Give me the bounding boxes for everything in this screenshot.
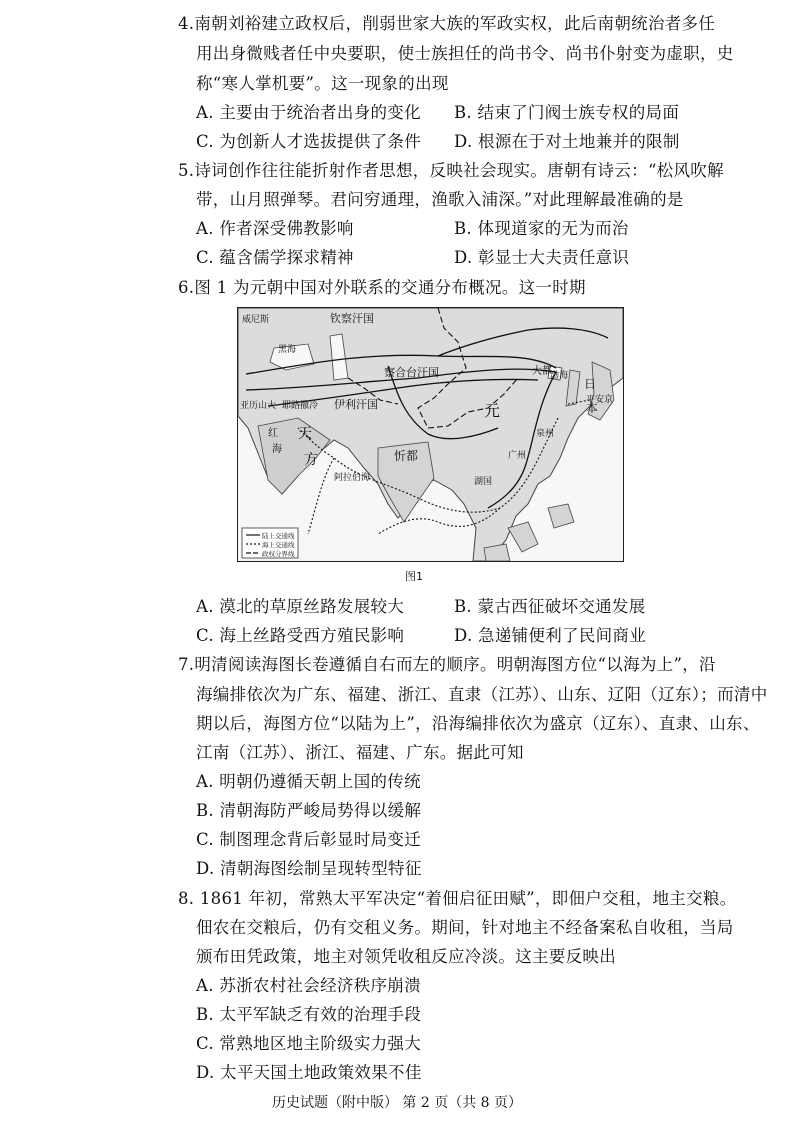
map-label-ri: 日	[584, 377, 597, 391]
q4-stem-line-3: 称“寒人掌机要”。这一现象的出现	[196, 74, 449, 93]
q7-stem-line-2: 海编排依次为广东、福建、浙江、直隶（江苏）、山东、辽阳（辽东）；而清中	[196, 685, 768, 704]
map-label-heian: 平安京	[586, 395, 614, 405]
page-footer: 历史试题（附中版） 第 2 页（共 8 页）	[271, 1095, 523, 1111]
map-label-ilkhan: 伊利汗国	[334, 398, 378, 411]
q7-option-a: A. 明朝仍遵循天朝上国的传统	[196, 772, 421, 791]
q4-stem-line-2: 用出身微贱者任中央要职，使士族担任的尚书令、尚书仆射变为虚职，史	[196, 44, 734, 63]
q7-stem-line-1: 7.明清阅读海图长卷遵循自右而左的顺序。明朝海图方位“以海为上”，沿	[178, 655, 716, 674]
q8-stem-line-3: 颁布田凭政策，地主对领凭收租反应冷淡。这主要反映出	[196, 947, 616, 966]
q7-option-d: D. 清朝海图绘制呈现转型特征	[196, 859, 422, 878]
map-label-arabian-sea: 阿拉伯海	[334, 473, 371, 483]
q7-option-b: B. 清朝海防严峻局势得以缓解	[196, 801, 422, 820]
map-label-xindu: 忻都	[394, 449, 419, 463]
q6-option-a: A. 漠北的草原丝路发展较大	[196, 597, 405, 616]
q7-stem-line-4: 江南（江苏）、浙江、福建、广东。据此可知	[196, 743, 524, 762]
q8-stem-line-1: 8. 1861 年初，常熟太平军决定“着佃启征田赋”，即佃户交租，地主交粮。	[178, 889, 737, 908]
map-label-red-sea: 海	[272, 444, 282, 455]
yuan-trade-routes-map	[237, 307, 624, 562]
q7-option-c: C. 制图理念背后彰显时局变迁	[196, 830, 422, 849]
map-caption: 图1	[405, 570, 423, 583]
q8-stem-line-2: 佃农在交粮后，仍有交租义务。期间，针对地主不经备案私自收租，当局	[196, 918, 734, 937]
map-label-fang: 方	[304, 452, 318, 468]
map-label-tian: 天	[298, 426, 312, 442]
q6-option-c: C. 海上丝路受西方殖民影响	[196, 626, 405, 645]
q5-option-d: D. 彰显士大夫责任意识	[454, 248, 630, 267]
q8-option-c: C. 常熟地区地主阶级实力强大	[196, 1034, 422, 1053]
map-label-yuan: 元	[484, 401, 501, 420]
q5-option-c: C. 蕴含儒学探求精神	[196, 248, 354, 267]
map-label-guangzhou: 广州	[508, 451, 527, 461]
q8-option-a: A. 苏浙农村社会经济秩序崩溃	[196, 976, 421, 995]
map-label-quanzhou: 泉州	[536, 429, 555, 439]
q6-stem-line-1: 6.图 1 为元朝中国对外联系的交通分布概况。这一时期	[178, 278, 586, 297]
map-label-black-sea: 黑海	[278, 345, 297, 355]
map-label-huguo: 湖国	[474, 477, 493, 487]
legend-land-route: 陆上交通线	[262, 532, 295, 540]
q4-option-b: B. 结束了门阀士族专权的局面	[454, 103, 680, 122]
map-label-chagatai: 察合台汗国	[384, 366, 439, 379]
q8-option-d: D. 太平天国土地政策效果不佳	[196, 1063, 422, 1082]
q4-option-a: A. 主要由于统治者出身的变化	[196, 103, 421, 122]
q4-option-d: D. 根源在于对土地兼并的限制	[454, 132, 680, 151]
q6-option-b: B. 蒙古西征破坏交通发展	[454, 597, 646, 616]
map-label-bohai: 渤海	[550, 371, 569, 381]
map-label-venice: 威尼斯	[242, 315, 270, 325]
q4-stem-line-1: 4.南朝刘裕建立政权后，削弱世家大族的军政实权，此后南朝统治者多任	[178, 14, 716, 33]
map-label-ben: 本	[586, 401, 599, 415]
legend-sea-route: 海上交通线	[262, 541, 295, 549]
q5-option-a: A. 作者深受佛教影响	[196, 219, 354, 238]
map-label-red: 红	[268, 428, 278, 439]
q5-stem-line-1: 5.诗词创作往往能折射作者思想，反映社会现实。唐朝有诗云：“松风吹解	[178, 161, 724, 180]
q5-option-b: B. 体现道家的无为而治	[454, 219, 629, 238]
map-label-qincha: 钦察汗国	[330, 312, 374, 325]
map-label-alexandria: 亚历山大	[240, 401, 277, 411]
q5-stem-line-2: 带，山月照弹琴。君问穷通理，渔歌入浦深。”对此理解最准确的是	[196, 190, 684, 209]
map-label-dadu: 大都	[532, 366, 552, 377]
q4-option-c: C. 为创新人才选拔提供了条件	[196, 132, 422, 151]
q7-stem-line-3: 期以后，海图方位“以陆为上”，沿海编排依次为盛京（辽东）、直隶、山东、	[196, 714, 760, 733]
q6-option-d: D. 急递铺便利了民间商业	[454, 626, 647, 645]
q8-option-b: B. 太平军缺乏有效的治理手段	[196, 1005, 422, 1024]
legend-boundary: 政权分界线	[262, 550, 295, 558]
map-label-jerusalem: 耶路撒冷	[282, 401, 319, 411]
